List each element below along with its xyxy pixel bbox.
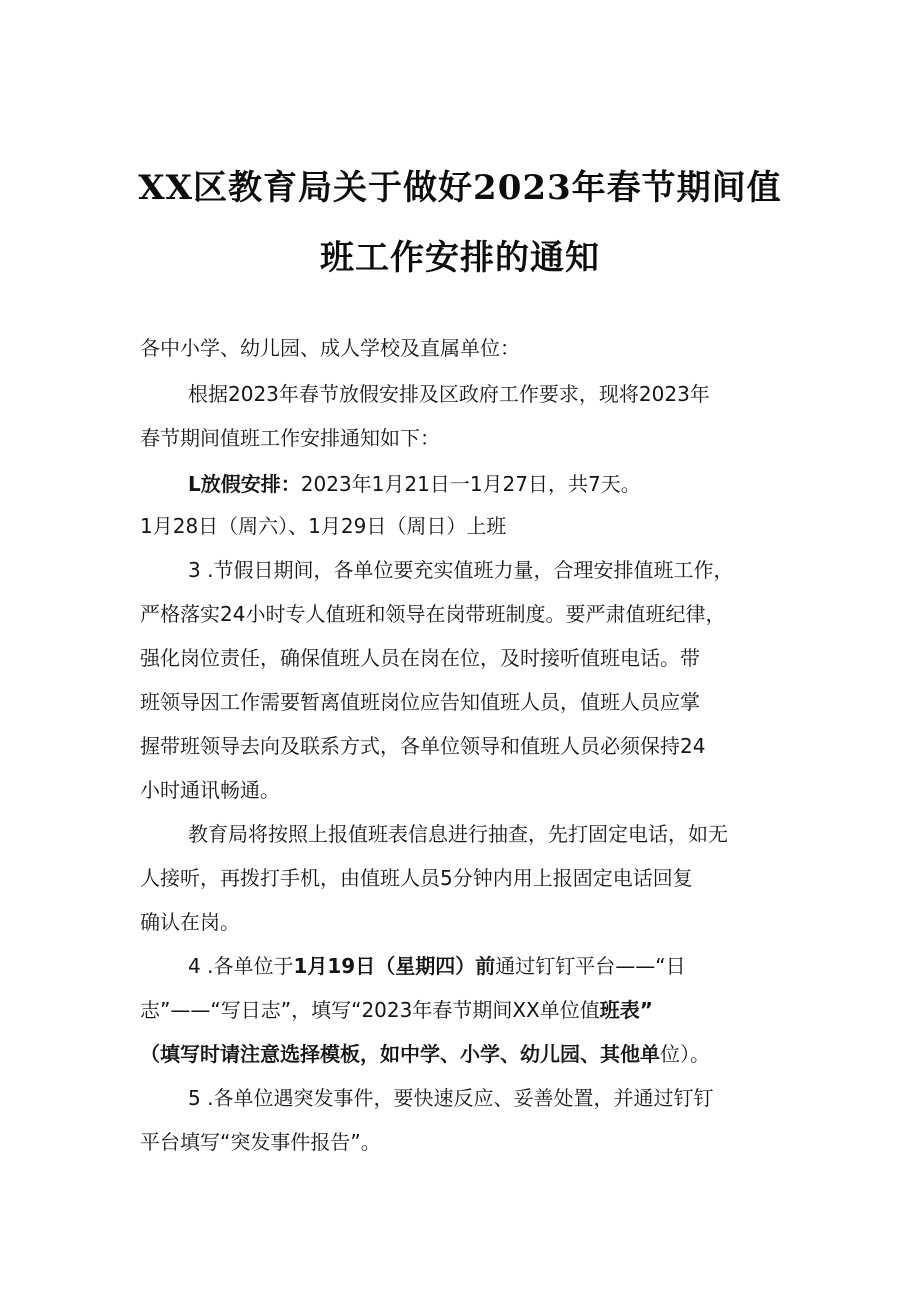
item-1-dates: 2023年1月21日一1月27日， bbox=[300, 472, 568, 496]
intro-line-2: 春节期间值班工作安排通知如下： bbox=[140, 426, 440, 450]
item-4-line-3 bbox=[140, 1040, 710, 1068]
check-line-2: 人接听，再拨打手机，由值班人员5分钟内用上报固定电话回复 bbox=[140, 866, 693, 890]
item-3-line-1: 3 .节假日期间，各单位要充实值班力量，合理安排值班工作， bbox=[188, 558, 734, 582]
item-4-line-1 bbox=[188, 952, 686, 980]
document-title-line-2: 班工作安排的通知 bbox=[320, 238, 600, 278]
item-1-total: 共7天。 bbox=[568, 472, 641, 496]
item-4-deadline: 1月19日（星期四）前 bbox=[293, 954, 496, 978]
item-4-line-2 bbox=[140, 996, 653, 1024]
item-4-number: 4 .各单位于 bbox=[188, 954, 294, 978]
item-1-holiday bbox=[188, 470, 641, 498]
intro-line-1: 根据2023年春节放假安排及区政府工作要求，现将2023年 bbox=[188, 382, 710, 406]
document-title-line-1: XX区教育局关于做好2023年春节期间值 bbox=[138, 168, 782, 208]
item-3-line-3: 强化岗位责任，确保值班人员在岗在位，及时接听值班电话。带 bbox=[140, 646, 700, 670]
item-4-fill-in: 志”——“写日志”，填写“2023年春节期间XX单位值 bbox=[140, 998, 600, 1022]
check-line-1: 教育局将按照上报值班表信息进行抽查，先打固定电话，如无 bbox=[188, 822, 728, 846]
item-3-line-6: 小时通讯畅通。 bbox=[140, 778, 280, 802]
item-4-template-note: （填写时请注意选择模板，如中学、小学、幼儿园、其他单 bbox=[140, 1042, 660, 1066]
item-4-template-end: 位）。 bbox=[660, 1042, 710, 1066]
item-4-roster: 班表” bbox=[599, 998, 653, 1022]
item-2-workdays: 1月28日（周六）、1月29日（周日）上班 bbox=[140, 514, 507, 538]
salutation: 各中小学、幼儿园、成人学校及直属单位： bbox=[140, 336, 520, 360]
item-3-line-5: 握带班领导去向及联系方式，各单位领导和值班人员必须保持24 bbox=[140, 734, 706, 758]
check-line-3: 确认在岗。 bbox=[140, 910, 240, 934]
item-3-line-2: 严格落实24小时专人值班和领导在岗带班制度。要严肃值班纪律， bbox=[140, 602, 726, 626]
item-5-line-1: 5 .各单位遇突发事件，要快速反应、妥善处置，并通过钉钉 bbox=[188, 1086, 714, 1110]
item-4-platform: 通过钉钉平台——“日 bbox=[495, 954, 686, 978]
item-1-label: L放假安排： bbox=[188, 472, 301, 496]
item-5-line-2: 平台填写“突发事件报告”。 bbox=[140, 1130, 381, 1154]
item-3-line-4: 班领导因工作需要暂离值班岗位应告知值班人员，值班人员应掌 bbox=[140, 690, 700, 714]
